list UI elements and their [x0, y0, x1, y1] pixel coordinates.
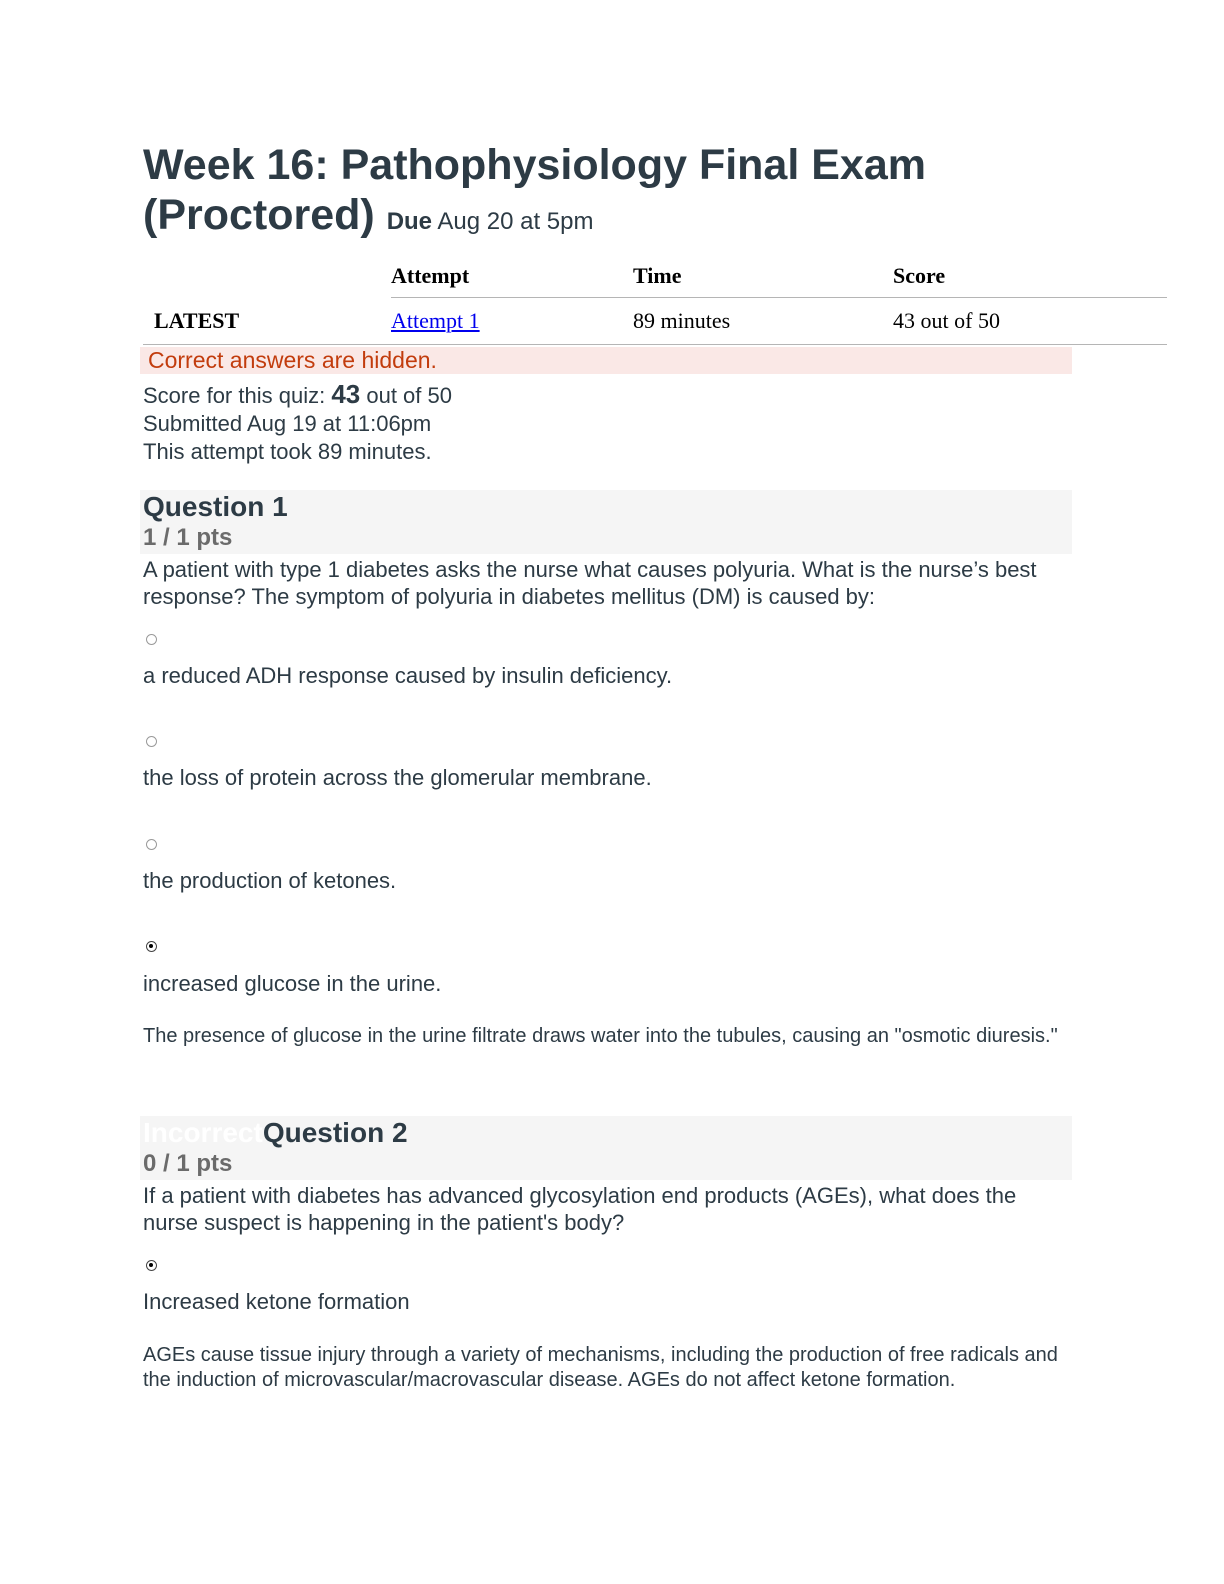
answer-radio-selected[interactable] [146, 1260, 157, 1271]
answer-comment: The presence of glucose in the urine filtrate draws water into the tubules, causing an "osmotic diuresis." [143, 1025, 1058, 1047]
attempts-table [143, 255, 1167, 345]
submitted-time: Submitted Aug 19 at 11:06pm [143, 411, 432, 436]
question-points: 0 / 1 pts [143, 1150, 233, 1177]
question-title: Question 1 [143, 491, 288, 522]
question-1-header [140, 490, 1072, 554]
score-suffix: out of 50 [366, 383, 452, 408]
question-title-row [143, 1116, 1072, 1150]
due-value: Aug 20 at 5pm [437, 208, 594, 235]
answer-radio[interactable] [146, 634, 157, 645]
attempts-table-header [143, 255, 1167, 298]
quiz-score [143, 380, 452, 410]
column-header-blank [143, 255, 391, 298]
answer-radio-selected[interactable] [146, 941, 157, 952]
answer-option: the production of ketones. [143, 868, 397, 893]
attempt-1-link[interactable]: Attempt 1 [391, 308, 480, 333]
score-prefix: Score for this quiz: [143, 383, 326, 408]
question-points: 1 / 1 pts [143, 524, 233, 551]
answer-option: the loss of protein across the glomerular membrane. [143, 765, 652, 790]
quiz-summary [143, 380, 452, 466]
score-cell: 43 out of 50 [893, 298, 1167, 345]
question-2-text: If a patient with diabetes has advanced glycosylation end products (AGEs), what does the nurse suspect is happening in the patient's body? [143, 1183, 1017, 1235]
answer-radio[interactable] [146, 839, 157, 850]
answer-option: increased glucose in the urine. [143, 971, 442, 996]
question-title: Question 2 [262, 1117, 408, 1148]
answer-radio[interactable] [146, 736, 157, 747]
answer-option: Increased ketone formation [143, 1289, 410, 1314]
table-row [143, 298, 1167, 345]
incorrect-label: Incorrect [143, 1117, 263, 1148]
page-title [143, 140, 1167, 247]
question-2-header [140, 1116, 1072, 1180]
attempt-cell [391, 298, 633, 345]
score-value: 43 [331, 379, 361, 409]
latest-label: LATEST [143, 298, 391, 345]
column-header-attempt: Attempt [391, 255, 633, 298]
due-date [387, 208, 594, 235]
quiz-title: Week 16: Pathophysiology Final Exam (Proctored) [143, 141, 926, 239]
time-cell: 89 minutes [633, 298, 893, 345]
answers-hidden-banner: Correct answers are hidden. [140, 347, 1072, 374]
due-label: Due [386, 208, 433, 235]
quiz-results-page [143, 140, 1167, 1391]
answer-comment: AGEs cause tissue injury through a variety of mechanisms, including the production of free radicals and the induction of microvascular/macrovascular disease. AGEs do not affect ketone formation. [143, 1344, 1058, 1391]
answer-option: a reduced ADH response caused by insulin deficiency. [143, 663, 673, 688]
question-1-text: A patient with type 1 diabetes asks the nurse what causes polyuria. What is the nurse’s best response? The symptom of polyuria in diabetes mellitus (DM) is caused by: [143, 557, 1037, 609]
column-header-time: Time [633, 255, 893, 298]
column-header-score: Score [893, 255, 1167, 298]
attempt-duration: This attempt took 89 minutes. [143, 439, 432, 464]
